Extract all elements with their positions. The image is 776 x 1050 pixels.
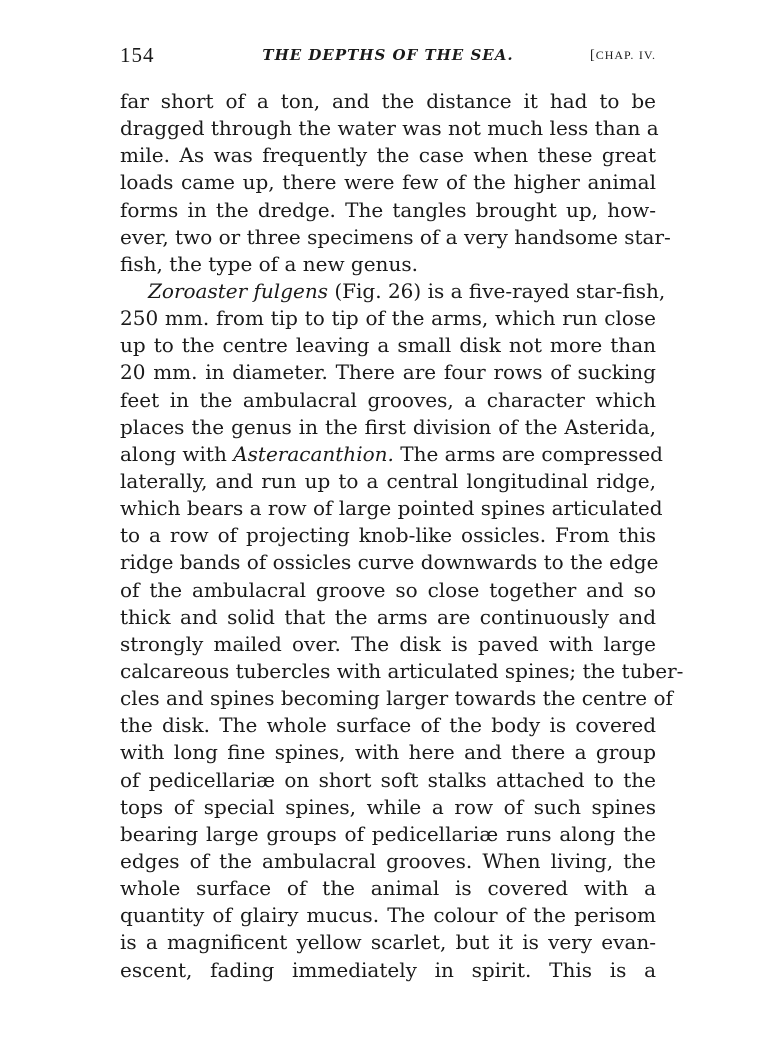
text-line: dragged through the water was not much less than a	[120, 116, 659, 141]
text-fragment: along with	[120, 441, 227, 466]
text-line: calcareous tubercles with articulated spines; the tuber-	[120, 658, 684, 683]
chapter-ref-label: CHAP.	[595, 48, 635, 62]
text-line: with long fine spines, with here and there a group	[120, 740, 656, 765]
body-text	[120, 88, 684, 984]
text-line: is a magnificent yellow scarlet, but it is very evan-	[120, 930, 656, 955]
text-line: strongly mailed over. The disk is paved with large	[120, 631, 656, 656]
page-number: 154	[120, 43, 155, 67]
chapter-ref-bracket: [	[590, 48, 596, 63]
text-line: which bears a row of large pointed spines articulated	[120, 496, 663, 521]
text-line: of pedicellariæ on short soft stalks attached to the	[120, 767, 656, 792]
text-line: the disk. The whole surface of the body is covered	[120, 713, 656, 738]
species-name: Zoroaster fulgens	[148, 278, 328, 303]
text-line: far short of a ton, and the distance it had to be	[120, 89, 656, 113]
text-line: laterally, and run up to a central longitudinal ridge,	[120, 468, 656, 493]
genus-line	[120, 441, 663, 468]
chapter-ref-number: IV.	[638, 48, 656, 62]
text-line: to a row of projecting knob-like ossicles. From this	[120, 523, 656, 548]
text-line: edges of the ambulacral grooves. When living, the	[120, 848, 656, 873]
text-line: thick and solid that the arms are continuously and	[120, 604, 656, 629]
text-line: ridge bands of ossicles curve downwards to the edge	[120, 550, 659, 575]
text-line: 20 mm. in diameter. There are four rows of sucking	[120, 360, 656, 385]
text-line: forms in the dredge. The tangles brought up, how-	[120, 197, 656, 222]
text-line: feet in the ambulacral grooves, a character which	[120, 387, 656, 412]
running-head	[120, 40, 656, 70]
text-line: mile. As was frequently the case when these great	[120, 143, 656, 168]
text-line: up to the centre leaving a small disk not more than	[120, 333, 656, 358]
figure-reference: (Fig. 26)	[334, 278, 422, 303]
text-line: cles and spines becoming larger towards the centre of	[120, 686, 673, 711]
text-line: whole surface of the animal is covered with a	[120, 876, 656, 901]
text-line: fish, the type of a new genus.	[120, 251, 418, 276]
genus-name: Asteracanthion.	[233, 441, 394, 466]
running-title: THE DEPTHS OF THE SEA.	[262, 46, 514, 64]
chapter-reference	[590, 40, 656, 71]
text-line: tops of special spines, while a row of such spines	[120, 794, 656, 819]
text-fragment: is a five-rayed star-fish,	[427, 278, 666, 303]
text-line: places the genus in the first division of the Asterida,	[120, 414, 656, 439]
text-line: ever, two or three specimens of a very handsome star-	[120, 224, 671, 249]
text-line: of the ambulacral groove so close together and so	[120, 577, 656, 602]
text-line: 250 mm. from tip to tip of the arms, which run close	[120, 306, 656, 331]
paragraph-start-line	[120, 278, 666, 305]
text-line: escent, fading immediately in spirit. This is a	[120, 957, 656, 982]
text-line: quantity of glairy mucus. The colour of the perisom	[120, 903, 656, 928]
text-fragment: The arms are compressed	[400, 441, 663, 466]
text-line: loads came up, there were few of the higher animal	[120, 170, 656, 195]
text-line: bearing large groups of pedicellariæ runs along the	[120, 821, 656, 846]
